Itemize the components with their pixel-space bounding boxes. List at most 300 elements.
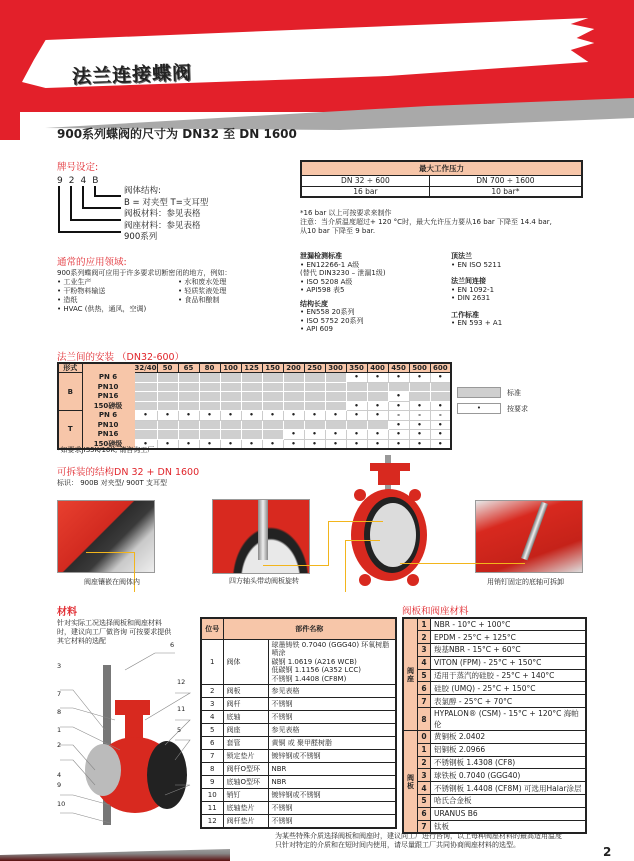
standard-cell bbox=[304, 392, 325, 402]
callout-number: 6 bbox=[170, 641, 175, 649]
left-strip bbox=[0, 0, 20, 140]
material-desc: 铝铜板 2.0966 bbox=[431, 743, 587, 756]
standard-cell bbox=[283, 382, 304, 392]
standard-cell bbox=[220, 392, 241, 402]
standard-cell bbox=[199, 420, 220, 430]
size-header: 100 bbox=[220, 363, 241, 373]
standard-cell bbox=[220, 373, 241, 383]
parts-row bbox=[201, 750, 396, 763]
standard-cell bbox=[157, 392, 178, 402]
footer-note: 为某些特殊介质选择阀板和阀座时，建议向工厂进行咨询，以上每种阀座材料的最高适用温度 只针对特定的介质和在短时间内使用，请尽量跟工厂共同协商阀座材料的选型。 bbox=[275, 832, 562, 849]
standards-col-1: 泄漏检测标准 • EN12266-1 A级 (替代 DIN3230 – 泄漏1级) • ISO 5208 A级 • API598 表5 结构长度 • EN558 20系列 • ISO 5752 20系列 • API 609 bbox=[300, 252, 386, 333]
callout-number: 10 bbox=[57, 800, 66, 808]
material-line: 不锈钢 bbox=[271, 712, 293, 721]
parts-row bbox=[201, 763, 396, 776]
standard-cell bbox=[304, 420, 325, 430]
callout-line bbox=[328, 521, 383, 522]
standard-cell bbox=[220, 430, 241, 440]
material-code: 5 bbox=[418, 669, 431, 682]
part-material bbox=[268, 763, 396, 776]
size-header: 350 bbox=[346, 363, 367, 373]
caption-shaft: 四方轴头带动阀板旋转 bbox=[229, 577, 299, 585]
part-material bbox=[268, 639, 396, 685]
standard-cell bbox=[220, 401, 241, 411]
standard-cell bbox=[157, 420, 178, 430]
callout-number: 5 bbox=[177, 726, 182, 734]
standard-cell bbox=[283, 392, 304, 402]
standard-cell bbox=[178, 373, 199, 383]
apps-list-1: • 工业生产 • 干粉物料输送 • 造纸 • HVAC (供热，通风，空调) bbox=[57, 278, 147, 313]
on-request-cell: • bbox=[157, 439, 178, 449]
material-line: 碳钢 1.0619 (A216 WCB) bbox=[271, 657, 357, 666]
photo-seat-embedded bbox=[57, 500, 155, 573]
legend-standard-label: 标准 bbox=[507, 389, 521, 397]
standard-cell bbox=[157, 382, 178, 392]
material-desc: 黄铜板 2.0402 bbox=[431, 731, 587, 744]
seat-row bbox=[403, 644, 586, 657]
material-line: 镀锌钢或不锈钢 bbox=[271, 751, 321, 760]
pressure-table: 最大工作压力 DN 32 ÷ 600 DN 700 ÷ 1600 16 bar 10 bar* bbox=[300, 160, 583, 198]
standard-cell bbox=[409, 392, 430, 402]
standard-cell bbox=[134, 401, 157, 411]
page-subtitle: 900系列蝶阀的尺寸为 DN32 至 DN 1600 bbox=[57, 127, 297, 141]
material-code: 1 bbox=[418, 618, 431, 631]
on-request-cell: • bbox=[430, 420, 451, 430]
standard-cell bbox=[199, 430, 220, 440]
part-no: 5 bbox=[201, 724, 223, 737]
apps-heading: 通常的应用领域: bbox=[57, 257, 127, 268]
on-request-cell: • bbox=[241, 411, 262, 421]
on-request-cell: • bbox=[325, 411, 346, 421]
code-heading: 牌号设定: bbox=[57, 162, 99, 173]
standard-cell bbox=[134, 420, 157, 430]
standard-cell bbox=[325, 420, 346, 430]
on-request-cell: - bbox=[409, 411, 430, 421]
material-desc: 适用于蒸汽的硅胶 - 25°C + 140°C bbox=[431, 669, 587, 682]
parts-row bbox=[201, 711, 396, 724]
on-request-cell: • bbox=[430, 430, 451, 440]
material-line: 不锈钢 bbox=[271, 803, 293, 812]
seat-row bbox=[403, 618, 586, 631]
apps-list-2: • 水和废水处理 • 轻质浆液处理 • 食品和酿制 bbox=[178, 278, 227, 304]
parts-row bbox=[201, 724, 396, 737]
material-code: 4 bbox=[418, 782, 431, 795]
material-code: 1 bbox=[418, 743, 431, 756]
on-request-cell: • bbox=[304, 411, 325, 421]
callout-line bbox=[400, 563, 525, 564]
callout-line bbox=[345, 540, 380, 541]
material-desc: 球铁板 0.7040 (GGG40) bbox=[431, 769, 587, 782]
material-code: 6 bbox=[418, 807, 431, 820]
part-material bbox=[268, 776, 396, 789]
material-code: 2 bbox=[418, 631, 431, 644]
material-code: 4 bbox=[418, 656, 431, 669]
disc-row bbox=[403, 807, 586, 820]
on-request-cell: • bbox=[430, 373, 451, 383]
standard-cell bbox=[178, 420, 199, 430]
part-no: 10 bbox=[201, 789, 223, 802]
parts-row bbox=[201, 815, 396, 829]
part-no: 6 bbox=[201, 737, 223, 750]
on-request-cell: • bbox=[283, 411, 304, 421]
standard-cell bbox=[178, 392, 199, 402]
part-material bbox=[268, 724, 396, 737]
callout-line bbox=[263, 565, 328, 566]
standard-cell bbox=[241, 392, 262, 402]
disc-row bbox=[403, 731, 586, 744]
standard-cell bbox=[241, 420, 262, 430]
pressure-label: PN 6 bbox=[82, 411, 134, 421]
parts-table bbox=[200, 617, 397, 829]
material-desc: 羧基NBR - 15°C + 60°C bbox=[431, 644, 587, 657]
on-request-cell: • bbox=[430, 439, 451, 449]
standard-cell bbox=[241, 373, 262, 383]
material-desc: HYPALON® (CSM) - 15°C + 120°C 海帕伦 bbox=[431, 708, 587, 731]
size-header: 50 bbox=[157, 363, 178, 373]
page-number: 2 bbox=[603, 845, 612, 859]
material-line: 镀锌钢或不锈钢 bbox=[271, 790, 321, 799]
valve-illustration bbox=[345, 455, 435, 595]
standards-col-2: 顶法兰 • EN ISO 5211 法兰间连接 • EN 1092-1 • DIN 2631 工作标准 • EN 593 + A1 bbox=[451, 252, 503, 327]
on-request-cell: • bbox=[134, 439, 157, 449]
size-header: 32/40 bbox=[134, 364, 157, 372]
standard-cell bbox=[325, 373, 346, 383]
callout-number: 3 bbox=[57, 662, 62, 670]
size-header: 600 bbox=[430, 363, 451, 373]
standard-cell bbox=[346, 420, 367, 430]
standard-cell bbox=[241, 430, 262, 440]
standard-cell bbox=[199, 382, 220, 392]
standard-cell bbox=[220, 420, 241, 430]
pressure-notes: *16 bar 以上可按要求来制作 注意：当介质温度超过+ 120 °C时，最大允许压力要从16 bar 下降至 14.4 bar, 从10 bar 下降至 9 bar. bbox=[300, 209, 552, 235]
corner-cell: 形式 bbox=[58, 363, 82, 373]
part-name: 底轴垫片 bbox=[223, 802, 268, 815]
part-no: 9 bbox=[201, 776, 223, 789]
size-header: 250 bbox=[304, 363, 325, 373]
on-request-cell: • bbox=[367, 401, 388, 411]
standard-cell bbox=[157, 430, 178, 440]
standard-cell bbox=[134, 382, 157, 392]
pressure-label: PN16 bbox=[82, 392, 134, 402]
size-header: 150 bbox=[262, 363, 283, 373]
seat-disc-table bbox=[402, 617, 587, 834]
part-material bbox=[268, 815, 396, 829]
standard-cell bbox=[262, 401, 283, 411]
seat-row bbox=[403, 682, 586, 695]
blank-cell bbox=[82, 363, 134, 373]
part-name: 阀杆 bbox=[223, 698, 268, 711]
size-header: 65 bbox=[178, 363, 199, 373]
callout-line bbox=[328, 521, 329, 566]
standard-cell bbox=[367, 420, 388, 430]
on-request-cell: • bbox=[220, 439, 241, 449]
parts-row bbox=[201, 737, 396, 750]
seat-row bbox=[403, 631, 586, 644]
pressure-label: PN10 bbox=[82, 420, 134, 430]
part-no: 2 bbox=[201, 685, 223, 698]
size-header: 450 bbox=[388, 363, 409, 373]
standard-cell bbox=[430, 382, 451, 392]
exploded-view-diagram bbox=[55, 645, 200, 835]
standard-cell bbox=[262, 373, 283, 383]
part-name: 销钉 bbox=[223, 789, 268, 802]
seat-row bbox=[403, 669, 586, 682]
material-line: 不锈钢 1.4408 (CF8M) bbox=[271, 674, 347, 683]
type-cell: B bbox=[58, 373, 82, 411]
pressure-label: 150磅级 bbox=[82, 401, 134, 411]
standard-cell bbox=[178, 382, 199, 392]
standard-cell bbox=[134, 430, 157, 440]
callout-line bbox=[86, 552, 134, 553]
parts-row bbox=[201, 639, 396, 685]
flange-row bbox=[58, 420, 451, 430]
material-desc: 表氯醇 - 25°C + 70°C bbox=[431, 695, 587, 708]
callout-number: 7 bbox=[57, 690, 62, 698]
on-request-cell: • bbox=[409, 401, 430, 411]
flange-heading: 法兰间的安装 （DN32-600） bbox=[57, 352, 185, 363]
part-no: 1 bbox=[201, 639, 223, 685]
material-code: 5 bbox=[418, 795, 431, 808]
flange-row bbox=[58, 411, 451, 421]
legend-standard-swatch bbox=[457, 387, 501, 398]
material-desc: 不锈钢板 1.4308 (CF8) bbox=[431, 756, 587, 769]
flange-note: *如要求JIS5K/10K, 请咨询工厂 bbox=[57, 446, 155, 454]
part-material bbox=[268, 750, 396, 763]
flange-row bbox=[58, 382, 451, 392]
callout-number: 2 bbox=[57, 741, 62, 749]
seat-group-label: 阀座 bbox=[403, 618, 418, 731]
part-material bbox=[268, 685, 396, 698]
on-request-cell: • bbox=[325, 430, 346, 440]
parts-row bbox=[201, 776, 396, 789]
seat-row bbox=[403, 708, 586, 731]
legend-request-label: 按要求 bbox=[507, 405, 528, 413]
material-desc: EPDM - 25°C + 125°C bbox=[431, 631, 587, 644]
code-brackets bbox=[55, 186, 125, 246]
material-line: 参见表格 bbox=[271, 686, 300, 695]
part-no: 12 bbox=[201, 815, 223, 829]
on-request-cell: • bbox=[388, 420, 409, 430]
material-desc: URANUS B6 bbox=[431, 807, 587, 820]
material-desc: VITON (FPM) - 25°C + 150°C bbox=[431, 656, 587, 669]
callout-number: 12 bbox=[177, 678, 186, 686]
footer-swoosh bbox=[0, 846, 230, 861]
on-request-cell: • bbox=[430, 401, 451, 411]
material-line: 球墨铸铁 0.7040 (GGG40) 环氧树脂喷涂 bbox=[271, 640, 390, 657]
standard-cell bbox=[199, 401, 220, 411]
on-request-cell: • bbox=[199, 439, 220, 449]
on-request-cell: • bbox=[220, 411, 241, 421]
part-no: 4 bbox=[201, 711, 223, 724]
part-name: 底轴 bbox=[223, 711, 268, 724]
part-no: 8 bbox=[201, 763, 223, 776]
parts-header-row bbox=[201, 618, 396, 639]
code-legend: 阀体结构: B = 对夹型 T=支耳型 阀板材料：参见表格 阀座材料：参见表格 900系列 bbox=[124, 186, 209, 242]
part-name: 锁定垫片 bbox=[223, 750, 268, 763]
seat-row bbox=[403, 695, 586, 708]
material-code: 6 bbox=[418, 682, 431, 695]
page-title: 法兰连接蝶阀 bbox=[71, 61, 193, 89]
standard-cell bbox=[409, 382, 430, 392]
part-material bbox=[268, 737, 396, 750]
on-request-cell: • bbox=[178, 411, 199, 421]
on-request-cell: • bbox=[199, 411, 220, 421]
disc-group-label: 阀板 bbox=[403, 731, 418, 833]
material-line: NBR bbox=[271, 777, 287, 786]
standard-cell bbox=[283, 401, 304, 411]
disc-row bbox=[403, 756, 586, 769]
part-name: 阀杆O型环 bbox=[223, 763, 268, 776]
part-name: 阀座 bbox=[223, 724, 268, 737]
caption-pin: 用销钉固定的底轴可拆卸 bbox=[487, 578, 564, 586]
material-desc: 哈氏合金板 bbox=[431, 795, 587, 808]
standard-cell bbox=[283, 420, 304, 430]
part-name: 阀体 bbox=[223, 639, 268, 685]
part-name: 套管 bbox=[223, 737, 268, 750]
standard-cell bbox=[199, 392, 220, 402]
on-request-cell: • bbox=[409, 439, 430, 449]
part-material bbox=[268, 802, 396, 815]
flange-row bbox=[58, 401, 451, 411]
photo-square-shaft bbox=[212, 499, 310, 574]
construction-mark: 标识： 900B 对夹型/ 900T 支耳型 bbox=[57, 479, 168, 487]
on-request-cell: • bbox=[409, 373, 430, 383]
callout-number: 11 bbox=[177, 705, 186, 713]
on-request-cell: • bbox=[262, 439, 283, 449]
standard-cell bbox=[178, 401, 199, 411]
on-request-cell: • bbox=[388, 392, 409, 402]
standard-cell bbox=[367, 382, 388, 392]
standard-cell bbox=[134, 392, 157, 402]
size-header: 200 bbox=[283, 363, 304, 373]
legend-request-swatch: • bbox=[457, 403, 501, 414]
on-request-cell: • bbox=[262, 411, 283, 421]
standard-cell bbox=[220, 382, 241, 392]
standard-cell bbox=[325, 401, 346, 411]
part-material bbox=[268, 711, 396, 724]
standard-cell bbox=[346, 382, 367, 392]
on-request-cell: - bbox=[430, 411, 451, 421]
size-header: 400 bbox=[367, 363, 388, 373]
material-line: 低碳钢 1.1156 (A352 LCC) bbox=[271, 666, 361, 674]
material-desc: 不锈钢板 1.4408 (CF8M) 可选用Halar涂层 bbox=[431, 782, 587, 795]
construction-heading: 可拆装的结构DN 32 + DN 1600 bbox=[57, 467, 200, 478]
material-code: 3 bbox=[418, 769, 431, 782]
on-request-cell: • bbox=[178, 439, 199, 449]
on-request-cell: • bbox=[346, 373, 367, 383]
part-name: 阀杆垫片 bbox=[223, 815, 268, 829]
disc-row bbox=[403, 795, 586, 808]
apps-intro: 900系列蝶阀可应用于许多要求切断密闭的地方，例如： bbox=[57, 269, 232, 277]
standard-cell bbox=[178, 430, 199, 440]
standard-cell bbox=[283, 373, 304, 383]
pressure-label: 150磅级 bbox=[82, 439, 134, 449]
material-code: 3 bbox=[418, 644, 431, 657]
on-request-cell: - bbox=[388, 411, 409, 421]
material-code: 2 bbox=[418, 756, 431, 769]
on-request-cell: • bbox=[304, 439, 325, 449]
on-request-cell: • bbox=[134, 411, 157, 421]
parts-row bbox=[201, 685, 396, 698]
material-code: 8 bbox=[418, 708, 431, 731]
on-request-cell: • bbox=[157, 411, 178, 421]
on-request-cell: • bbox=[367, 439, 388, 449]
callout-number: 1 bbox=[57, 726, 62, 734]
disc-row bbox=[403, 769, 586, 782]
standard-cell bbox=[134, 373, 157, 383]
material-desc: 钛板 bbox=[431, 820, 587, 833]
flange-header-row bbox=[58, 363, 451, 373]
on-request-cell: • bbox=[241, 439, 262, 449]
standard-cell bbox=[199, 373, 220, 383]
on-request-cell: • bbox=[346, 430, 367, 440]
standard-cell bbox=[388, 382, 409, 392]
disc-row bbox=[403, 782, 586, 795]
size-header: 125 bbox=[241, 363, 262, 373]
standard-cell bbox=[241, 382, 262, 392]
part-name: 底轴O型环 bbox=[223, 776, 268, 789]
standard-cell bbox=[304, 373, 325, 383]
caption-seat: 阀座镶嵌在阀体内 bbox=[84, 578, 140, 586]
on-request-cell: • bbox=[367, 430, 388, 440]
material-code: 0 bbox=[418, 731, 431, 744]
on-request-cell: • bbox=[304, 430, 325, 440]
on-request-cell: • bbox=[346, 401, 367, 411]
header-part: 部件名称 bbox=[223, 618, 396, 639]
standard-cell bbox=[304, 401, 325, 411]
on-request-cell: • bbox=[346, 411, 367, 421]
standard-cell bbox=[262, 382, 283, 392]
material-code: 7 bbox=[418, 695, 431, 708]
pressure-label: PN 6 bbox=[82, 373, 134, 383]
parts-row bbox=[201, 789, 396, 802]
standard-cell bbox=[262, 392, 283, 402]
materials-heading: 材料 bbox=[57, 607, 77, 618]
material-line: 不锈钢 bbox=[271, 699, 293, 708]
seat-row bbox=[403, 656, 586, 669]
standard-cell bbox=[262, 420, 283, 430]
standard-cell bbox=[304, 382, 325, 392]
on-request-cell: • bbox=[388, 439, 409, 449]
on-request-cell: • bbox=[367, 411, 388, 421]
pressure-label: PN10 bbox=[82, 382, 134, 392]
size-header: 300 bbox=[325, 363, 346, 373]
size-header: 500 bbox=[409, 363, 430, 373]
on-request-cell: • bbox=[367, 373, 388, 383]
standard-cell bbox=[157, 401, 178, 411]
callout-number: 8 bbox=[57, 708, 62, 716]
material-code: 7 bbox=[418, 820, 431, 833]
part-material bbox=[268, 789, 396, 802]
standard-cell bbox=[157, 373, 178, 383]
standard-cell bbox=[325, 382, 346, 392]
flange-table bbox=[57, 362, 452, 450]
parts-row bbox=[201, 698, 396, 711]
material-line: NBR bbox=[271, 764, 287, 773]
flange-row bbox=[58, 430, 451, 440]
size-header: 80 bbox=[199, 363, 220, 373]
material-desc: NBR - 10°C + 100°C bbox=[431, 618, 587, 631]
on-request-cell: • bbox=[325, 439, 346, 449]
on-request-cell: • bbox=[409, 430, 430, 440]
on-request-cell: • bbox=[388, 373, 409, 383]
on-request-cell: • bbox=[346, 439, 367, 449]
material-line: 黄铜 或 聚甲醛树脂 bbox=[271, 738, 332, 747]
part-no: 7 bbox=[201, 750, 223, 763]
callout-number: 4 bbox=[57, 771, 62, 779]
materials-desc: 针对实际工况选择阀板和阀座材料 时，建议向工厂做咨询 可按要求提供 其它材料的选配 bbox=[57, 619, 172, 645]
standard-cell bbox=[367, 392, 388, 402]
